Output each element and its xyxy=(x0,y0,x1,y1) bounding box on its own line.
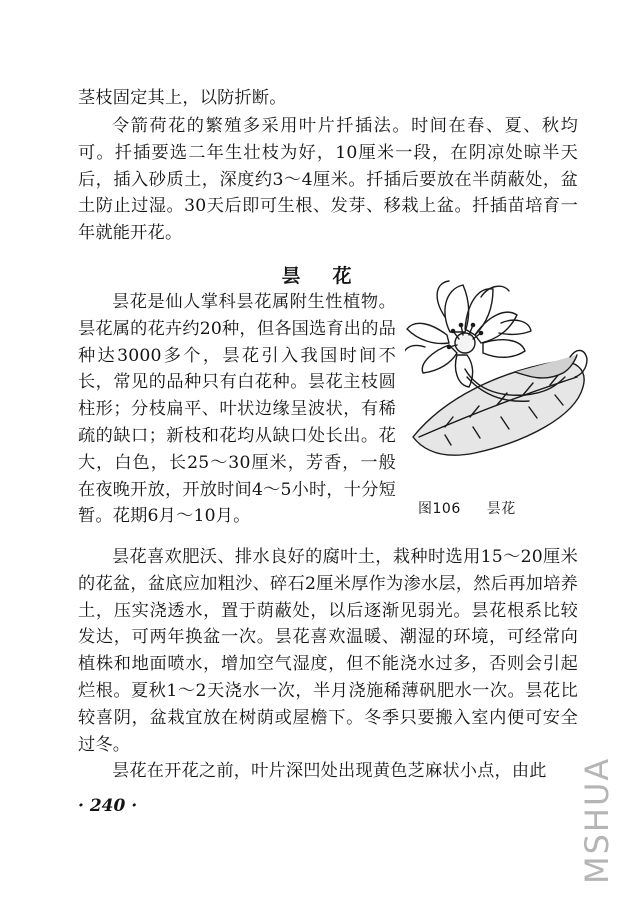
heading-char-2: 花 xyxy=(332,265,356,287)
paragraph-description: 昙花是仙人掌科昙花属附生性植物。昙花属的花卉约20种，但各国选育出的品种达3000多个，昙花引入我国时间不长，常见的品种只有白花种。昙花主枝圆柱形；分枝扁平、叶状边缘呈波状，有稀疏的缺口；新枝和花均从缺口处长出。花大，白色，长25～30厘米，芳香，一般在夜晚开放，开放时间4～5小时，十分短暂。花期6月～10月。 xyxy=(78,292,396,527)
paragraph-continuation: 茎枝固定其上，以防折断。 xyxy=(78,88,287,108)
epiphyllum-illustration-icon xyxy=(405,277,595,467)
figure-caption xyxy=(418,498,516,518)
heading-char-1: 昙 xyxy=(281,265,305,287)
figure-number: 图106 xyxy=(418,501,461,517)
page-number: · 240 · xyxy=(78,796,138,816)
paragraph-propagation: 令箭荷花的繁殖多采用叶片扦插法。时间在春、夏、秋均可。扦插要选二年生壮枝为好，10厘米一段，在阴凉处晾半天后，插入砂质土，深度约3～4厘米。扦插后要放在半荫蔽处，盆土防止过湿。30天后即可生根、发芽、移栽上盆。扦插苗培育一年就能开花。 xyxy=(78,116,578,244)
paragraph-cultivation: 昙花喜欢肥沃、排水良好的腐叶土，栽种时选用15～20厘米的花盆，盆底应加粗沙、碎石2厘米厚作为渗水层，然后再加培养土，压实浇透水，置于荫蔽处，以后逐渐见弱光。昙花根系比较发达，可两年换盆一次。昙花喜欢温暖、潮湿的环境，可经常向植株和地面喷水，增加空气湿度，但不能浇水过多，否则会引起烂根。夏秋1～2天浇水一次，半月浇施稀薄矾肥水一次。昙花比较喜阴，盆栽宜放在树荫或屋檐下。冬季只要搬入室内便可安全过冬。 xyxy=(78,547,578,755)
watermark: MSHUA xyxy=(578,756,616,884)
figure-label: 昙花 xyxy=(486,501,516,517)
paragraph-flowering: 昙花在开花之前，叶片深凹处出现黄色芝麻状小点，由此 xyxy=(112,761,547,781)
